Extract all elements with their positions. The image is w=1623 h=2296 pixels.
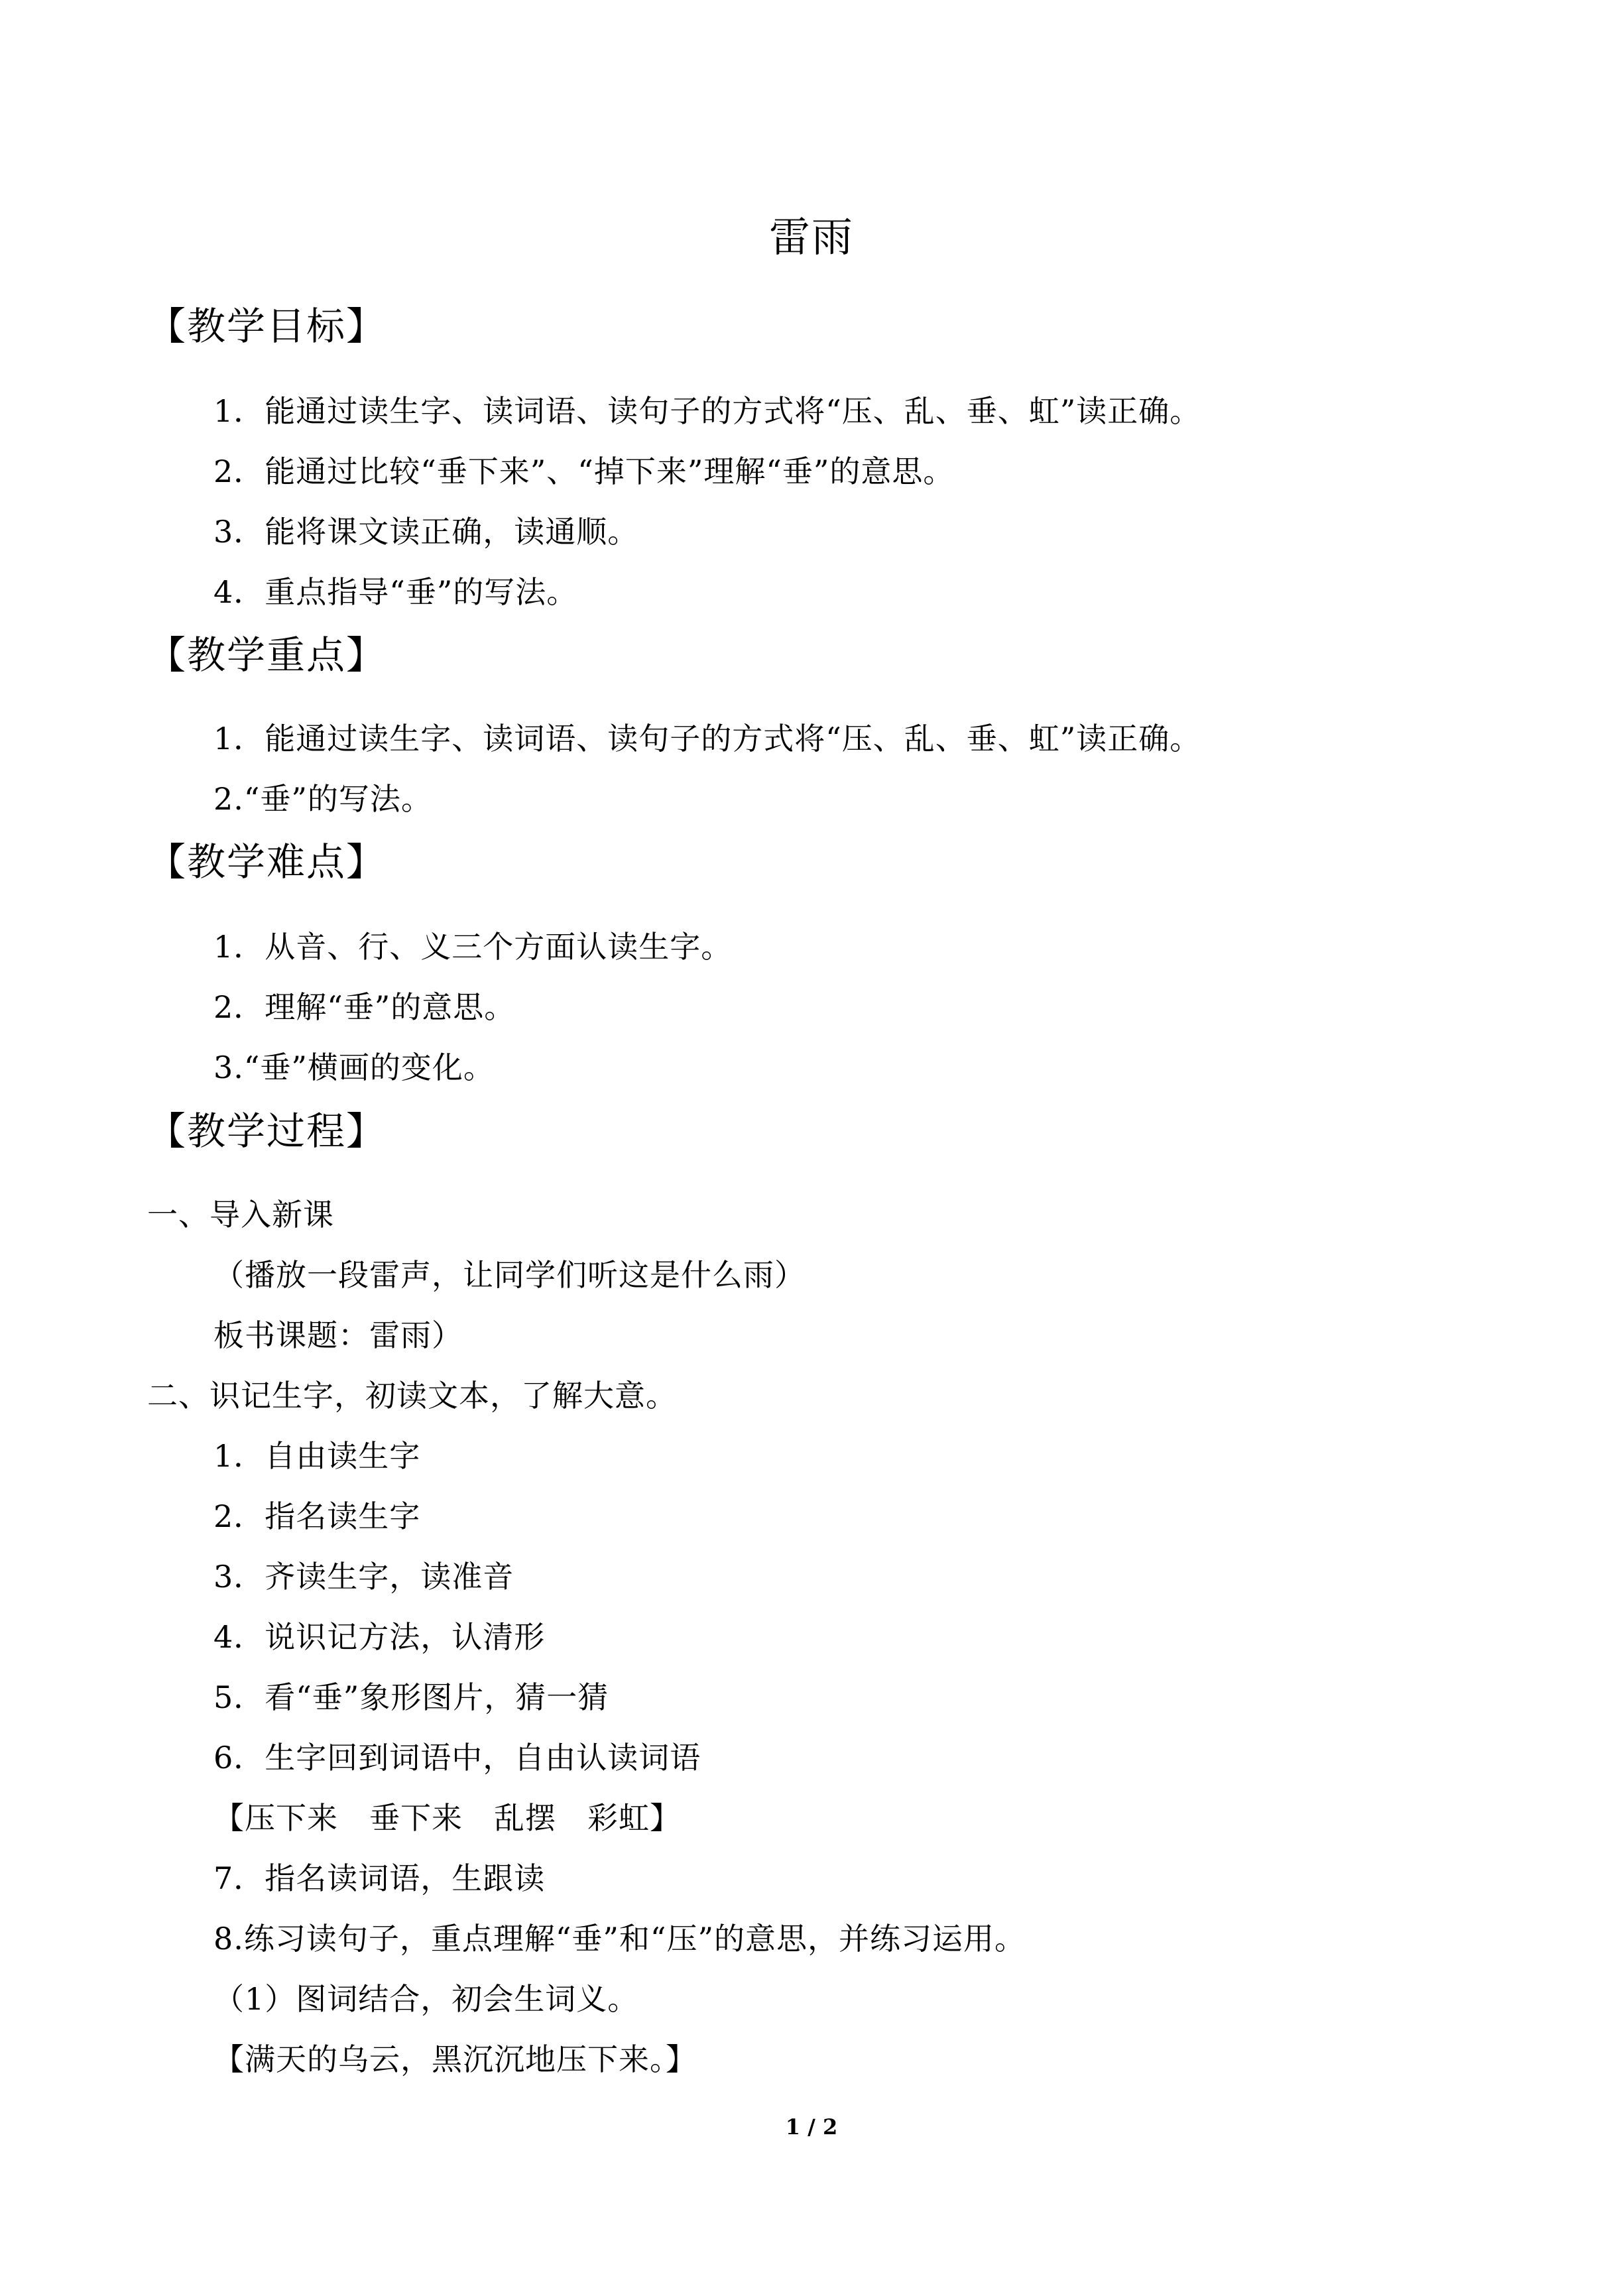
- process-section2-line: 6．生字回到词语中，自由认读词语: [213, 1740, 701, 1776]
- process-section2-line: 【满天的乌云，黑沉沉地压下来。】: [213, 2041, 697, 2077]
- process-section1-line: 板书课题：雷雨）: [213, 1317, 463, 1353]
- process-section2-line: （1）图词结合，初会生词义。: [213, 1981, 639, 2017]
- process-section2-line: 7．指名读词语，生跟读: [213, 1860, 546, 1896]
- process-section2-line: 2．指名读生字: [213, 1498, 421, 1534]
- difficulties-heading: 【教学难点】: [147, 839, 387, 884]
- difficulty-item-2: 2．理解“垂”的意思。: [213, 989, 516, 1025]
- process-section2-line: 5．看“垂”象形图片，猜一猜: [213, 1679, 609, 1715]
- process-section1-line: （播放一段雷声，让同学们听这是什么雨）: [213, 1257, 806, 1293]
- process-heading: 【教学过程】: [147, 1109, 387, 1154]
- goals-heading: 【教学目标】: [147, 304, 387, 349]
- process-section2-title: 二、识记生字，初读文本，了解大意。: [147, 1378, 677, 1414]
- process-section2-line: 4．说识记方法，认清形: [213, 1619, 546, 1655]
- key-point-item-2: 2.“垂”的写法。: [213, 781, 432, 817]
- goal-item-2: 2．能通过比较“垂下来”、“掉下来”理解“垂”的意思。: [213, 453, 955, 489]
- key-points-heading: 【教学重点】: [147, 633, 387, 678]
- process-section2-line: 【压下来 垂下来 乱摆 彩虹】: [213, 1800, 681, 1836]
- difficulty-item-3: 3.“垂”横画的变化。: [213, 1050, 495, 1085]
- goal-item-3: 3．能将课文读正确，读通顺。: [213, 514, 639, 550]
- goal-item-4: 4．重点指导“垂”的写法。: [213, 574, 578, 610]
- goal-item-1: 1．能通过读生字、读词语、读句子的方式将“压、乱、垂、虹”读正确。: [213, 393, 1201, 429]
- process-section2-line: 8.练习读句子，重点理解“垂”和“压”的意思，并练习运用。: [213, 1921, 1026, 1957]
- page-title: 雷雨: [768, 213, 854, 261]
- process-section2-line: 1．自由读生字: [213, 1438, 421, 1474]
- process-section2-line: 3．齐读生字，读准音: [213, 1559, 514, 1595]
- page-number: 1 / 2: [785, 2114, 838, 2140]
- process-section1-title: 一、导入新课: [147, 1197, 334, 1233]
- key-point-item-1: 1．能通过读生字、读词语、读句子的方式将“压、乱、垂、虹”读正确。: [213, 721, 1201, 756]
- difficulty-item-1: 1．从音、行、义三个方面认读生字。: [213, 929, 733, 965]
